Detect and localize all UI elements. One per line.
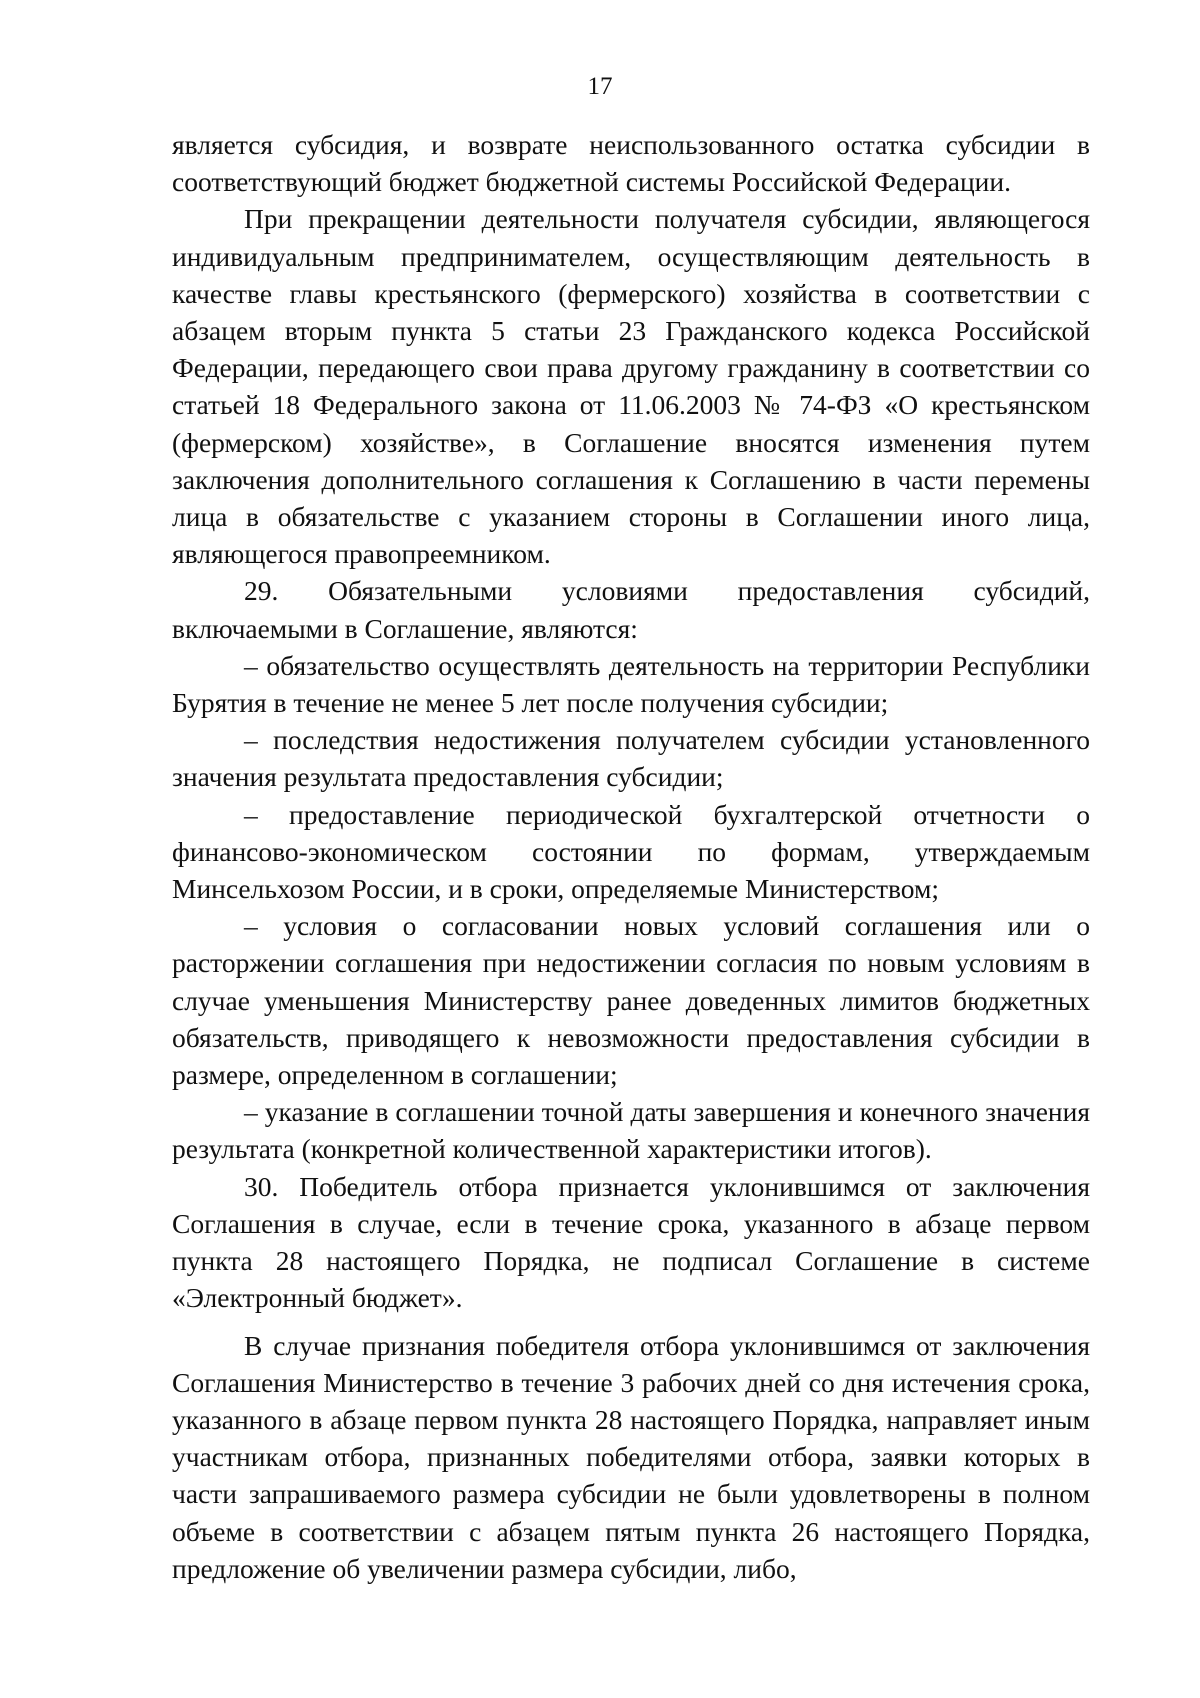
- page-number: 17: [587, 73, 613, 100]
- paragraph-continuation: является субсидия, и возврате неиспользованного остатка субсидии в соответствующий бюджет бюджетной системы Российской Федерации.: [172, 129, 1090, 198]
- list-item-obligation: – обязательство осуществлять деятельность на территории Республики Бурятия в течение не менее 5 лет после получения субсидии;: [172, 649, 1090, 719]
- paragraph-recognition-evasion: В случае признания победителя отбора уклонившимся от заключения Соглашения Министерство в течение 3 рабочих дней со дня истечения срока, указанного в абзаце первом пункта 28 настоящего Порядка, направляет иным участникам отбора, признанных победителями отбора, заявки которых в части запрашиваемого размера субсидии не были удовлетворены в полном объеме в соответствии с абзацем пятым пункта 26 настоящего Порядка, предложение об увеличении размера субсидии, либо,: [172, 1329, 1090, 1584]
- list-item-completion-date: – указание в соглашении точной даты завершения и конечного значения результата (конкретной количественной характеристики итогов).: [172, 1096, 1090, 1165]
- document-body: [172, 126, 1090, 1587]
- list-item-agreement-conditions: – условия о согласовании новых условий соглашения или о расторжении соглашения при недостижении согласия по новым условиям в случае уменьшения Министерству ранее доведенных лимитов бюджетных обязательств, приводящего к невозможности предоставления субсидии в размере, определенном в соглашении;: [172, 910, 1090, 1091]
- paragraph-termination-of-activity: При прекращении деятельности получателя субсидии, являющегося индивидуальным предпринимателем, осуществляющим деятельность в качестве главы крестьянского (фермерского) хозяйства в соответствии с абзацем вторым пункта 5 статьи 23 Гражданского кодекса Российской Федерации, передающего свои права другому гражданину в соответствии со статьей 18 Федерального закона от 11.06.2003 № 74-ФЗ «О крестьянском (фермерском) хозяйстве», в Соглашение вносятся изменения путем заключения дополнительного соглашения к Соглашению в части перемены лица в обязательстве с указанием стороны в Соглашении иного лица, являющегося правопреемником.: [172, 203, 1090, 570]
- paragraph-item-30: 30. Победитель отбора признается уклонившимся от заключения Соглашения в случае, если в течение срока, указанного в абзаце первом пункта 28 настоящего Порядка, не подписал Соглашение в системе «Электронный бюджет».: [172, 1170, 1090, 1314]
- list-item-reporting: – предоставление периодической бухгалтерской отчетности о финансово-экономическом состоянии по формам, утверждаемым Минсельхозом России, и в сроки, определяемые Министерством;: [172, 798, 1090, 905]
- paragraph-item-29: 29. Обязательными условиями предоставления субсидий, включаемыми в Соглашение, являются:: [172, 575, 1090, 644]
- list-item-consequences: – последствия недостижения получателем субсидии установленного значения результата предоставления субсидии;: [172, 724, 1090, 793]
